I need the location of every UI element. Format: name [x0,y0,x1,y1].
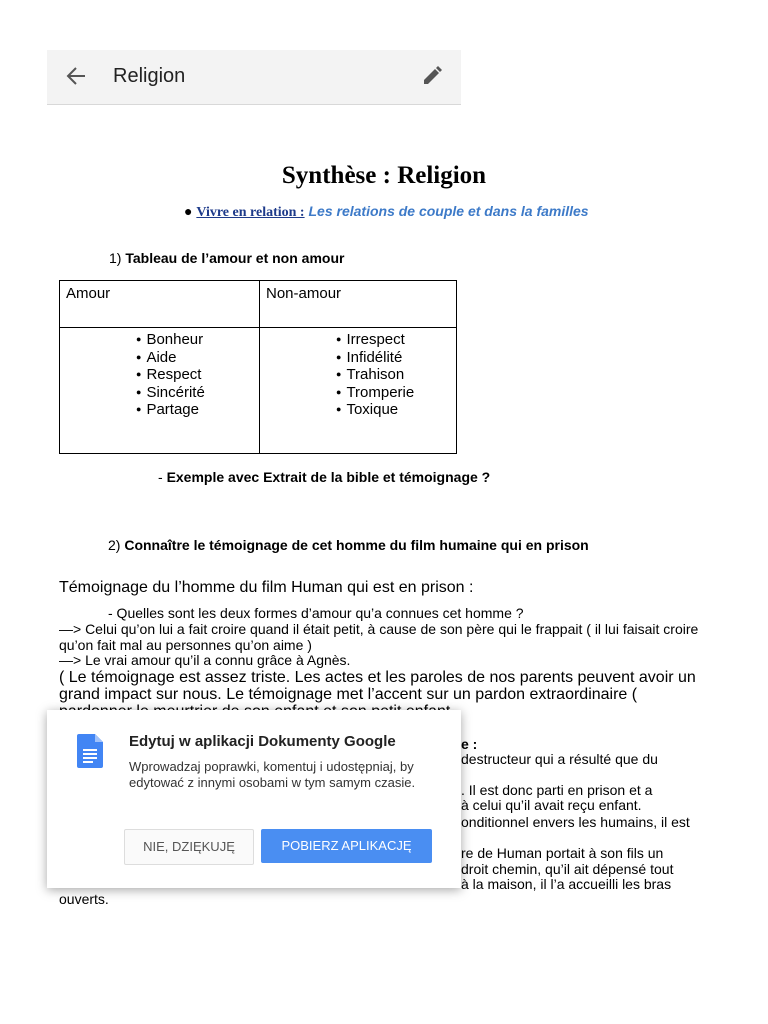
amour-list [66,332,253,420]
list-item: ● Infidélité [336,350,450,368]
google-docs-icon [77,734,103,768]
answer-1: —> Celui qu’on lui a fait croire quand il était petit, à cause de son père qui le frappait ( il lui faisait croire qu’on fait mal au personnes qu’on aime ) [59,621,699,653]
non-amour-list [266,332,450,420]
love-table [59,280,457,454]
list-item: ● Toxique [336,402,450,420]
column-header-non-amour: Non-amour [260,281,457,328]
section-2-heading [108,537,589,553]
example-text: Exemple avec Extrait de la bible et témoignage ? [166,469,491,485]
section-2-title: Connaître le témoignage de cet homme du film humaine qui en prison [124,537,589,553]
example-line [158,469,490,485]
text-fragment: re de Human portait à son fils un [461,845,664,861]
text-fragment: droit chemin, qu’il ait dépensé tout [461,861,674,877]
text-fragment: onditionnel envers les humains, il est [461,814,690,830]
list-item: ● Bonheur [136,332,253,350]
text-fragment: à la maison, il l’a accueilli les bras [461,876,672,892]
list-item: ● Trahison [336,367,450,385]
non-amour-cell [260,328,457,454]
get-app-button[interactable]: POBIERZ APLIKACJĘ [261,829,432,863]
open-in-app-dialog [47,710,461,888]
question-line: - Quelles sont les deux formes d’amour qu’a connues cet homme ? [108,605,524,621]
dialog-body: Wprowadzaj poprawki, komentuj i udostępniaj, by edytować z innymi osobami w tym samym czasie. [129,759,416,790]
text-fragment: destructeur qui a résulté que du [461,751,658,767]
dismiss-button[interactable]: NIE, DZIĘKUJĘ [124,829,254,865]
arrow-left-icon[interactable] [65,65,87,87]
text-fragment: ouverts. [59,891,109,907]
testimony-heading: Témoignage du l’homme du film Human qui est en prison : [59,579,474,596]
list-item: ● Respect [136,367,253,385]
section-1-title: Tableau de l’amour et non amour [125,250,345,266]
app-toolbar [47,50,461,105]
subtitle-line [184,203,589,221]
amour-cell [60,328,260,454]
pencil-icon[interactable] [421,65,443,87]
testimony-paragraph: ( Le témoignage est assez triste. Les actes et les paroles de nos parents peuvent avoir un grand impact sur nous. Le témoignage met l’accent sur un pardon extraordinaire ( [59,669,696,703]
section-1-number: 1) [109,250,122,266]
list-item: ● Tromperie [336,385,450,403]
list-item: ● Partage [136,402,253,420]
document-title: Synthèse : Religion [281,162,487,189]
list-item: ● Aide [136,350,253,368]
text-fragment: à celui qu’il avait reçu enfant. [461,797,642,813]
list-item: ● Sincérité [136,385,253,403]
subtitle-text: Les relations de couple et dans la familles [308,203,589,219]
doc-name: Religion [113,65,186,87]
list-item: ● Irrespect [336,332,450,350]
bullet-icon: ● [184,203,197,219]
section-1-heading [109,250,344,266]
answer-2: —> Le vrai amour qu’il a connu grâce à Agnès. [59,652,351,668]
text-fragment: . Il est donc parti en prison et a [461,782,653,798]
column-header-amour: Amour [60,281,260,328]
subtitle-link[interactable]: Vivre en relation : [196,205,305,220]
example-dash: - [158,469,163,485]
section-2-number: 2) [108,537,121,553]
dialog-title: Edytuj w aplikacji Dokumenty Google [129,733,396,750]
text-fragment: e : [461,736,478,752]
